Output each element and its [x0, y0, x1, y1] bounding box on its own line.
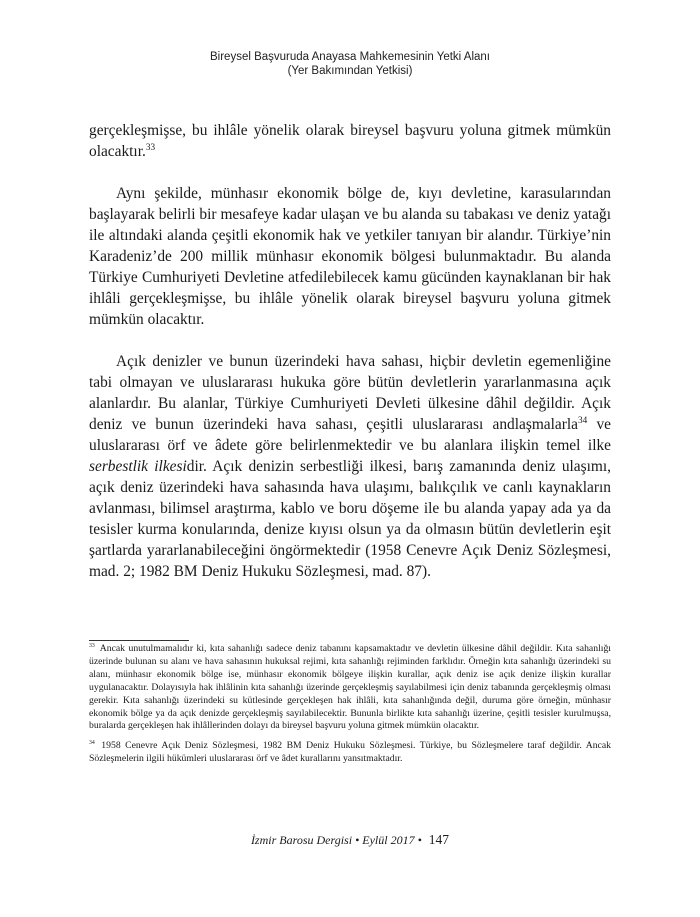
footnote-33 [89, 643, 611, 733]
paragraph-eez: Aynı şekilde, münhasır ekonomik bölge de, kıyı devletine, karasularından başlayarak belirli bir mesafeye kadar ulaşan ve bu alanda su tabakası ve deniz yatağı ile altındaki alanda çeşitli ekonomik hak ve yetkiler tanıyan bir alandır. Türkiye’nin Karadeniz’de 200 millik münhasır ekonomik bölgesi bulunmaktadır. Bu alanda Türkiye Cumhuriyeti Devletine atfedilebilecek kamu gücünden kaynaklanan bir hak ihlâli gerçekleşmişse, bu ihlâle yönelik olarak bireysel başvuru yoluna gitmek mümkün olacaktır. [89, 185, 611, 328]
paragraph-3-part-2: ve uluslararası örf ve âdete göre belirlenmektedir ve bu alanlara ilişkin temel ilke [89, 416, 611, 454]
footnote-number: 33 [89, 642, 95, 649]
footnote-number: 34 [89, 740, 95, 747]
footnote-ref-33: 33 [145, 141, 156, 152]
running-header [0, 50, 700, 78]
running-header-title: Bireysel Başvuruda Anayasa Mahkemesinin Yetki Alanı [210, 51, 490, 63]
paragraph-3-italic-term: serbestlik ilkesi [89, 458, 187, 475]
footnotes [89, 640, 611, 766]
footer-separator: • [417, 833, 422, 847]
paragraph-continued [89, 120, 611, 162]
page-number: 147 [428, 832, 450, 847]
footnote-34 [89, 740, 611, 766]
paragraph-3-part-3: dir. Açık denizin serbestliği ilkesi, barış zamanında deniz ulaşımı, açık deniz üzerindeki hava sahasında hava ulaşımı, balıkçılık ve canlı kaynakların avlanması, bilimsel araştırma, kablo ve boru döşeme ile bu alanda yapay ada ya da tesisler kurma konularında, denize kıyısı olsun ya da olmasın bütün devletlerin eşit şartlarda yararlanabileceğini öngörmektedir (1958 Cenevre Açık Deniz Sözleşmesi, mad. 2; 1982 BM Deniz Hukuku Sözleşmesi, mad. 87). [89, 458, 611, 580]
page-footer [0, 833, 700, 847]
running-header-subtitle: (Yer Bakımından Yetkisi) [287, 65, 413, 77]
footnote-separator [89, 640, 189, 641]
journal-name: İzmir Barosu Dergisi [250, 833, 353, 847]
paragraph-3-part-1: Açık denizler ve bunun üzerindeki hava sahası, hiçbir devletin egemenliğine tabi olmayan ve uluslararası hukuka göre bütün devletlerin yararlanmasına açık alanlardır. Bu alanlar, Türkiye Cumhuriyeti Devleti ülkesine dâhil değildir. Açık deniz ve bunun üzerindeki hava sahası, çeşitli uluslararası andlaşmalarla [89, 353, 611, 433]
paragraph-1-text: gerçekleşmişse, bu ihlâle yönelik olarak bireysel başvuru yoluna gitmek mümkün olacaktır. [89, 122, 611, 160]
footnote-ref-34: 34 [577, 414, 588, 425]
paragraph-high-seas [89, 351, 611, 582]
body-text [89, 120, 611, 582]
footnote-text: 1958 Cenevre Açık Deniz Sözleşmesi, 1982 BM Deniz Hukuku Sözleşmesi. Türkiye, bu Sözleşmelere taraf değildir. Ancak Sözleşmelerin ilgili hükümleri uluslararası örf ve âdet kurallarını yansıtmaktadır. [89, 740, 612, 765]
footnote-text: Ancak unutulmamalıdır ki, kıta sahanlığı sadece deniz tabanını kapsamaktadır ve devletin ülkesine dâhil değildir. Kıta sahanlığı üzerinde bulunan su alanı ve hava sahasının hukuksal rejimi, kıta sahanlığı rejiminden farklıdır. Örneğin kıta sahanlığı üzerindeki su alanı, münhasır ekonomik bölge ise, münhasır ekonomik bölgeye ilişkin kurallar, açık deniz ise açık denize ilişkin kurallar uygulanacaktır. Dolayısıyla hak ihlâlinin kıta sahanlığı üzerinde gerçekleşmiş sayılabilmesi için deniz tabanında gerçekleşmiş olması gerekir. Kıta sahanlığı üzerindeki su kütlesinde gerçekleşen hak ihlâli, kıta sahanlığında değil, duruma göre örneğin, münhasır ekonomik bölge ya da açık denizde gerçekleşmiş sayılabilecektir. Bununla birlikte kıta sahanlığı üzerine, çeşitli tesisler kurulmuşsa, buralarda gerçekleşen hak ihlâllerinden dolayı da bireysel başvuru yoluna gitmek mümkün olacaktır. [89, 643, 611, 732]
footer-separator: • [355, 833, 360, 847]
journal-issue: Eylül 2017 [362, 833, 415, 847]
